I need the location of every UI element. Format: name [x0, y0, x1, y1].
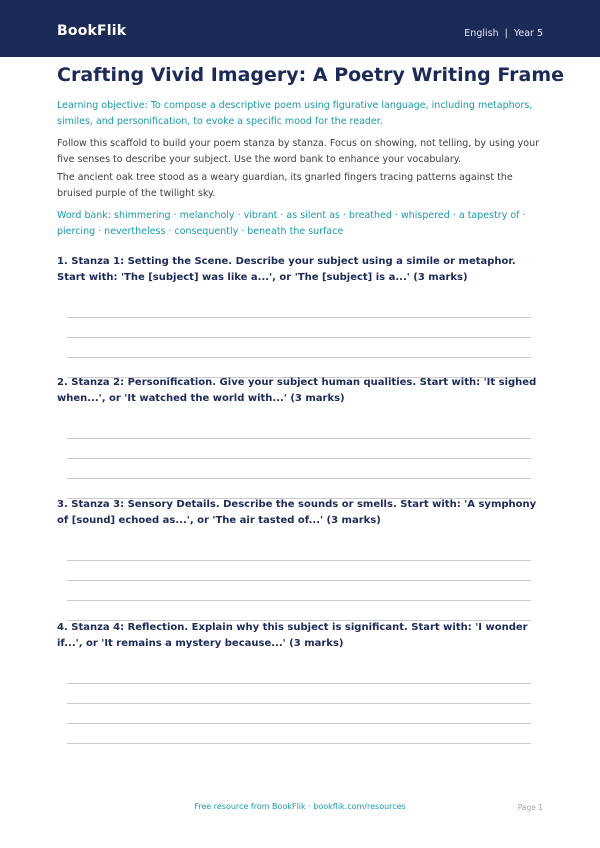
answer-line[interactable]	[67, 580, 531, 581]
answer-line[interactable]	[67, 683, 531, 684]
answer-line[interactable]	[67, 703, 531, 704]
answer-line[interactable]	[67, 600, 531, 601]
year-label: Year 5	[513, 28, 543, 39]
answer-line[interactable]	[67, 337, 531, 338]
example-sentence: The ancient oak tree stood as a weary guardian, its gnarled fingers tracing patterns against the bruised purple of the twilight sky.	[57, 172, 513, 199]
question-3: 3. Stanza 3: Sensory Details. Describe the sounds or smells. Start with: 'A symphony of [sound] echoed as...', or 'The air tasted of...' (3 marks)	[57, 499, 537, 526]
subject-year-label	[464, 28, 543, 39]
answer-line[interactable]	[67, 478, 531, 479]
answer-line[interactable]	[67, 357, 531, 358]
question-4: 4. Stanza 4: Reflection. Explain why this subject is significant. Start with: 'I wonder if...', or 'It remains a mystery because...' (3 marks)	[57, 622, 528, 649]
answer-line[interactable]	[67, 317, 531, 318]
answer-line[interactable]	[67, 438, 531, 439]
answer-line[interactable]	[67, 723, 531, 724]
answer-line[interactable]	[67, 560, 531, 561]
subject-label: English	[464, 28, 499, 39]
answer-line[interactable]	[67, 743, 531, 744]
page-title: Crafting Vivid Imagery: A Poetry Writing Frame	[57, 64, 564, 86]
question-2: 2. Stanza 2: Personification. Give your subject human qualities. Start with: 'It sighed when...', or 'It watched the world with...' (3 marks)	[57, 377, 537, 404]
meta-separator: |	[504, 28, 508, 39]
instructions-text: Follow this scaffold to build your poem stanza by stanza. Focus on showing, not telling, by using your five senses to describe your subject. Use the word bank to enhance your vocabulary.	[57, 138, 540, 165]
learning-objective: Learning objective: To compose a descriptive poem using figurative language, including metaphors, similes, and personification, to evoke a specific mood for the reader.	[57, 100, 533, 127]
header-bar	[0, 0, 600, 57]
question-1: 1. Stanza 1: Setting the Scene. Describe your subject using a simile or metaphor. Start with: 'The [subject] was like a...', or 'The [subject] is a...' (3 marks)	[57, 256, 516, 283]
brand-logo[interactable]: BookFlik	[57, 23, 127, 39]
footer-resource-link[interactable]: Free resource from BookFlik · bookflik.com/resources	[194, 802, 406, 811]
word-bank: Word bank: shimmering · melancholy · vibrant · as silent as · breathed · whispered · a tapestry of · piercing · nevertheless · consequently · beneath the surface	[57, 210, 526, 237]
answer-line[interactable]	[67, 458, 531, 459]
page-number: Page 1	[517, 803, 543, 812]
